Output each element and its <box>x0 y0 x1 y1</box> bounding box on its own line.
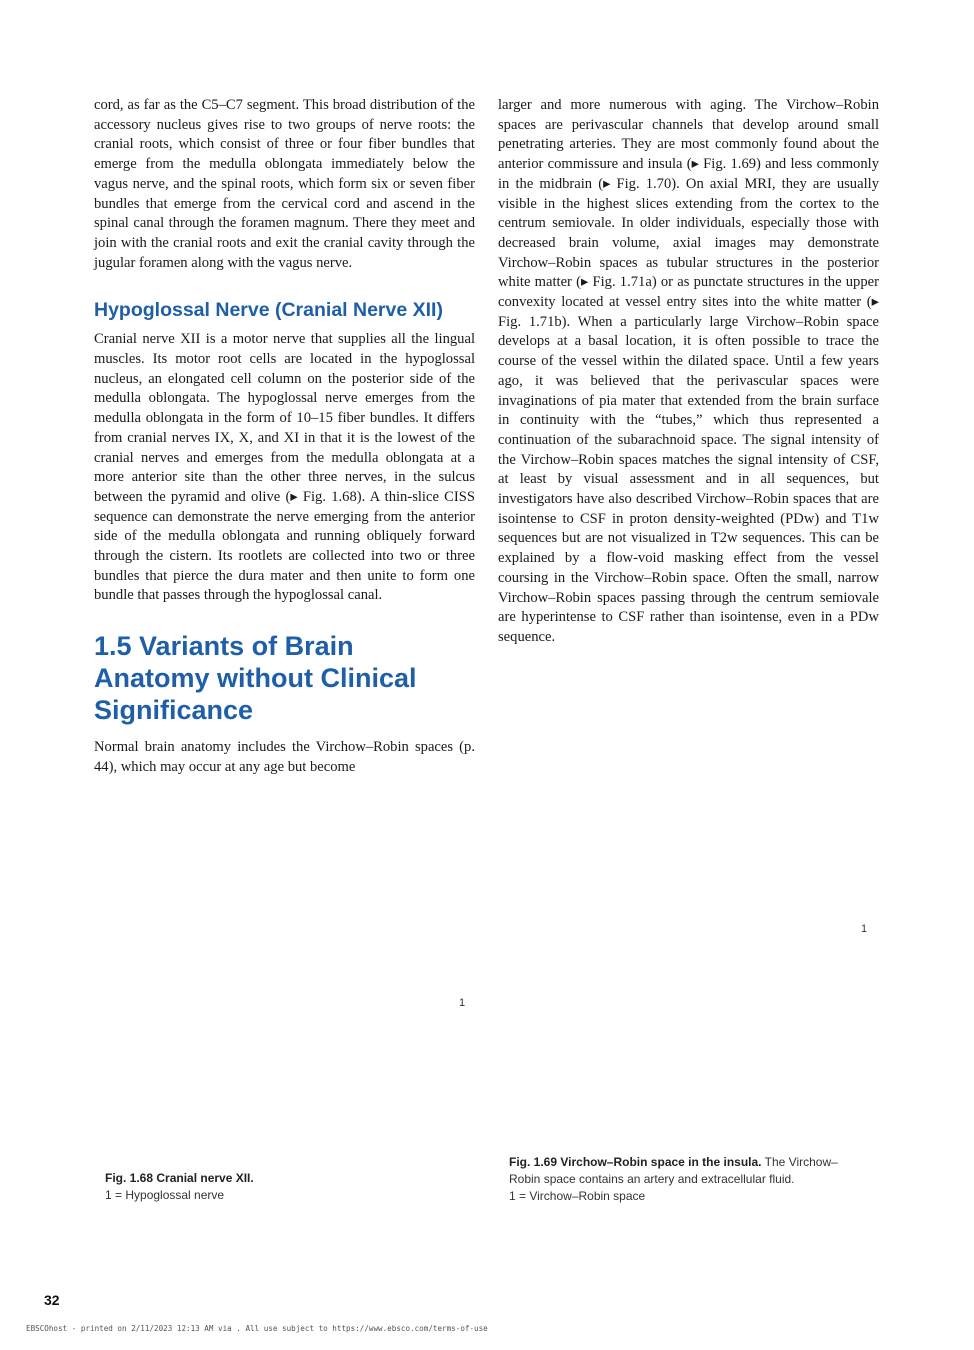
caption-title: Fig. 1.68 Cranial nerve XII. <box>105 1171 254 1185</box>
figure-caption <box>105 1170 465 1204</box>
body-paragraph: Cranial nerve XII is a motor nerve that supplies all the lingual muscles. Its motor root cells are located in the hypoglossal nucleus, an elongated cell column on the posterior side of the medulla oblongata. The hypoglossal nerve emerges from the medulla oblongata in the form of 10–15 fiber bundles. It differs from cranial nerves IX, X, and XI in that it is the lowest of the cranial nerves and emerges from the medulla oblongata at a more anterior site than the other three nerves, in the sulcus between the pyramid and olive (▸ Fig. 1.68). A thin-slice CISS sequence can demonstrate the nerve emerging from the anterior side of the medulla oblongata and running obliquely forward through the cistern. Its rootlets are collected into two or three bundles that pierce the dura mater and then unite to form one bundle that passes through the hypoglossal canal. <box>94 331 475 604</box>
left-column <box>94 96 475 778</box>
figure-callout-label: 1 <box>459 997 466 1009</box>
print-footer: EBSCOhost - printed on 2/11/2023 12:13 AM via . All use subject to https://www.ebsco.com/terms-of-use <box>26 1324 488 1333</box>
figure-1-68 <box>94 840 475 1155</box>
caption-text: The Virchow–Robin space contains an artery and extracellular fluid. <box>509 1155 838 1186</box>
right-column <box>498 96 879 648</box>
chapter-section-heading: 1.5 Variants of Brain Anatomy without Clinical Significance <box>94 631 417 726</box>
body-paragraph: cord, as far as the C5–C7 segment. This broad distribution of the accessory nucleus gives rise to two groups of nerve roots: the cranial roots, which consist of three or four fiber bundles that emerge from the medulla oblongata immediately below the vagus nerve, and the spinal roots, which form six or seven fiber bundles that emerge from the cervical cord and ascend in the spinal canal through the foramen magnum. There they meet and join with the cranial roots and exit the cranial cavity through the jugular foramen along with the vagus nerve. <box>94 97 475 271</box>
figure-caption <box>509 1154 869 1205</box>
section-heading: Hypoglossal Nerve (Cranial Nerve XII) <box>94 299 443 322</box>
caption-legend: 1 = Hypoglossal nerve <box>105 1188 225 1202</box>
page-number: 32 <box>44 1292 60 1308</box>
figure-callout-label: 1 <box>861 923 868 935</box>
body-paragraph: larger and more numerous with aging. The Virchow–Robin spaces are perivascular channels that develop around small penetrating arteries. They are most commonly found about the anterior commissure and insula (▸ Fig. 1.69) and less commonly in the midbrain (▸ Fig. 1.70). On axial MRI, they are usually visible in the highest slices extending from the cortex to the centrum semiovale. In older individuals, especially those with decreased brain volume, axial images may demonstrate Virchow–Robin spaces as tubular structures in the posterior white matter (▸ Fig. 1.71a) or as punctate structures in the upper convexity located at vessel entry sites into the white matter (▸ Fig. 1.71b). When a particularly large Virchow–Robin space develops at a basal location, it is often possible to trace the course of the vessel within the dilated space. Until a few years ago, it was believed that the perivascular spaces were invaginations of pia mater that extended from the brain surface in continuity with the “tubes,” which thus represented a continuation of the subarachnoid space. The signal intensity of the Virchow–Robin spaces matches the signal intensity of CSF, at least by visual assessment and in all sequences, but investigators have also described Virchow–Robin spaces that are isointense to CSF in proton density-weighted (PDw) and T1w sequences but are not visualized in T2w sequences. This can be explained by a flow-void masking effect from the vessel coursing in the Virchow–Robin space. Often the small, narrow Virchow–Robin spaces passing through the centrum semiovale are hyperintense to CSF rather than isointense, even in a PDw sequence. <box>498 97 879 645</box>
caption-title: Fig. 1.69 Virchow–Robin space in the insula. <box>509 1155 762 1169</box>
figure-1-69 <box>498 770 879 1150</box>
body-paragraph: Normal brain anatomy includes the Virchow–Robin spaces (p. 44), which may occur at any age but become <box>94 739 475 775</box>
caption-legend: 1 = Virchow–Robin space <box>509 1189 646 1203</box>
